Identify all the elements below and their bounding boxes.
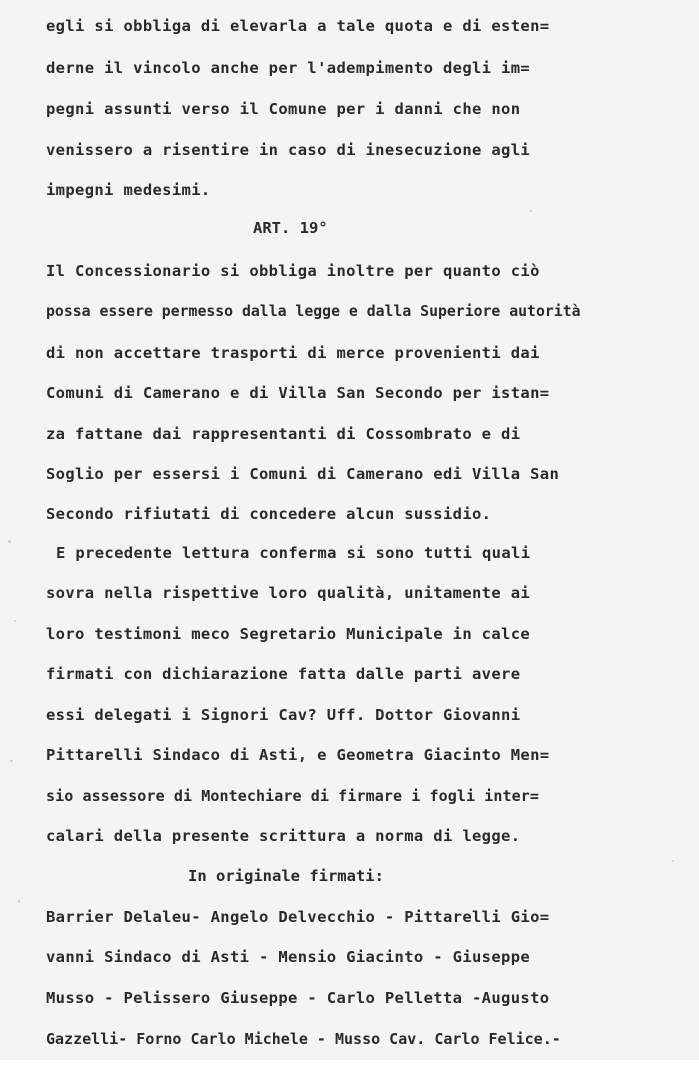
- text-line-4: venissero a risentire in caso di inesecuzione agli: [46, 141, 531, 159]
- text-line-17: essi delegati i Signori Cav? Uff. Dottor Giovanni: [46, 706, 521, 724]
- text-line-19: sio assessore di Montechiare di firmare i fogli inter=: [46, 787, 540, 805]
- text-line-20: calari della presente scrittura a norma di legge.: [46, 827, 521, 845]
- scan-speck: [530, 210, 532, 212]
- text-line-12: Secondo rifiutati di concedere alcun sussidio.: [46, 505, 492, 523]
- text-line-10: za fattane dai rappresentanti di Cossombrato e di: [46, 425, 521, 443]
- text-line-3: pegni assunti verso il Comune per i danni che non: [46, 100, 521, 118]
- page-bottom-margin: [0, 1060, 699, 1080]
- text-line-13: E precedente lettura conferma si sono tutti quali: [56, 544, 531, 562]
- text-line-7: possa essere permesso dalla legge e dalla Superiore autorità: [46, 303, 581, 320]
- text-line-2: derne il vincolo anche per l'adempimento degli im=: [46, 59, 531, 77]
- signature-line-1: Barrier Delaleu- Angelo Delvecchio - Pittarelli Gio=: [46, 908, 550, 926]
- scan-speck: [14, 620, 16, 622]
- text-line-11: Soglio per essersi i Comuni di Camerano edi Villa San: [46, 465, 560, 483]
- signature-line-3: Musso - Pelissero Giuseppe - Carlo Pelletta -Augusto: [46, 989, 550, 1007]
- article-heading: ART. 19°: [253, 219, 328, 237]
- scan-speck: [672, 860, 674, 862]
- text-line-18: Pittarelli Sindaco di Asti, e Geometra Giacinto Men=: [46, 746, 550, 764]
- text-line-16: firmati con dichiarazione fatta dalle parti avere: [46, 665, 521, 683]
- scan-speck: [18, 900, 20, 903]
- text-line-1: egli si obbliga di elevarla a tale quota e di esten=: [46, 17, 550, 35]
- text-line-6: Il Concessionario si obbliga inoltre per quanto ciò: [46, 262, 540, 280]
- signature-line-2: vanni Sindaco di Asti - Mensio Giacinto - Giuseppe: [46, 948, 531, 966]
- text-line-9: Comuni di Camerano e di Villa San Secondo per istan=: [46, 384, 550, 402]
- text-line-5: impegni medesimi.: [46, 181, 211, 199]
- text-line-14: sovra nella rispettive loro qualità, unitamente ai: [46, 584, 531, 602]
- text-line-15: loro testimoni meco Segretario Municipale in calce: [46, 625, 531, 643]
- scan-speck: [10, 760, 13, 762]
- text-line-8: di non accettare trasporti di merce provenienti dai: [46, 344, 540, 362]
- scan-speck: [8, 540, 11, 543]
- signatures-heading: In originale firmati:: [188, 867, 384, 885]
- signature-line-4: Gazzelli- Forno Carlo Michele - Musso Cav. Carlo Felice.-: [46, 1030, 561, 1048]
